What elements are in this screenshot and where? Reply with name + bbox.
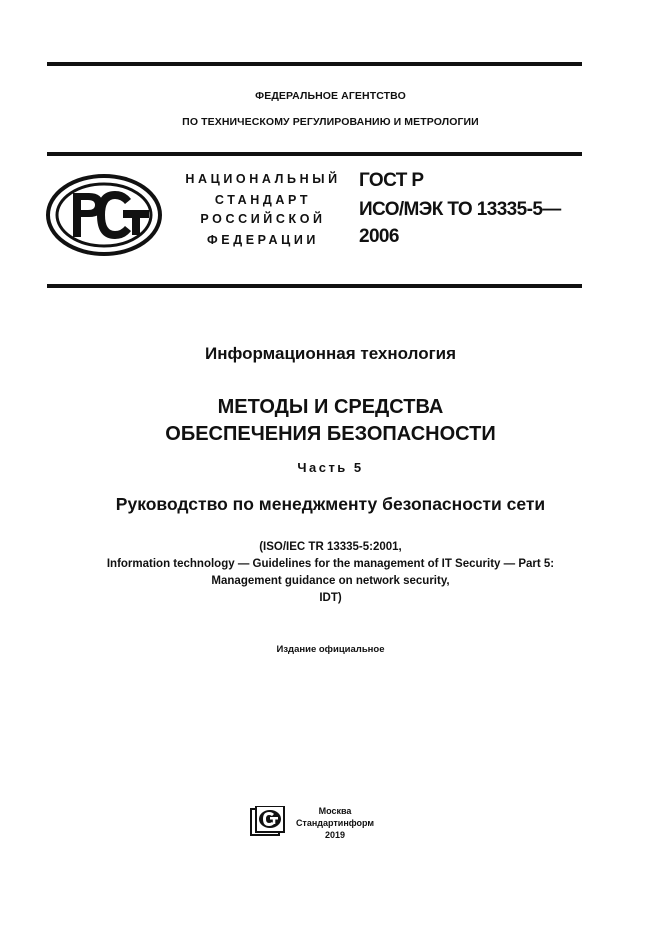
agency-name-line-1: ФЕДЕРАЛЬНОЕ АГЕНТСТВО — [255, 90, 406, 102]
publisher-year: 2019 — [324, 830, 346, 840]
subject-title: Информационная технология — [204, 344, 457, 363]
reference-line-2: Information technology — Guidelines for the management of IT Security — Part 5: — [106, 558, 555, 570]
rst-certification-mark-icon — [45, 173, 163, 257]
agency-name-line-2: ПО ТЕХНИЧЕСКОМУ РЕГУЛИРОВАНИЮ И МЕТРОЛОГИИ — [182, 116, 479, 128]
part-label: Часть 5 — [297, 460, 364, 475]
gost-designation-line-3: 2006 — [359, 226, 399, 247]
national-standard-word-4: ФЕДЕРАЦИИ — [206, 233, 319, 247]
gost-designation-line-2: ИСО/МЭК ТО 13335-5— — [359, 199, 561, 220]
reference-line-1: (ISO/IEC TR 13335-5:2001, — [259, 541, 402, 553]
main-title-line-2: ОБЕСПЕЧЕНИЯ БЕЗОПАСНОСТИ — [165, 423, 496, 445]
document-subtitle: Руководство по менеджменту безопасности сети — [115, 494, 546, 514]
header-rule — [47, 152, 582, 156]
national-standard-word-1: НАЦИОНАЛЬНЫЙ — [185, 172, 341, 186]
standartinform-logo-icon — [248, 806, 286, 838]
national-standard-word-2: СТАНДАРТ — [214, 193, 312, 207]
top-rule — [47, 62, 582, 66]
main-title-line-1: МЕТОДЫ И СРЕДСТВА — [217, 396, 444, 418]
national-standard-word-3: РОССИЙСКОЙ — [200, 212, 326, 226]
edition-label: Издание официальное — [276, 644, 385, 655]
gost-designation-line-1: ГОСТ Р — [359, 170, 424, 191]
publisher-city: Москва — [318, 806, 352, 816]
reference-line-3: Management guidance on network security, — [211, 575, 450, 587]
publisher-name: Стандартинформ — [295, 818, 375, 828]
standard-block-rule — [47, 284, 582, 288]
reference-line-4: IDT) — [319, 592, 342, 604]
